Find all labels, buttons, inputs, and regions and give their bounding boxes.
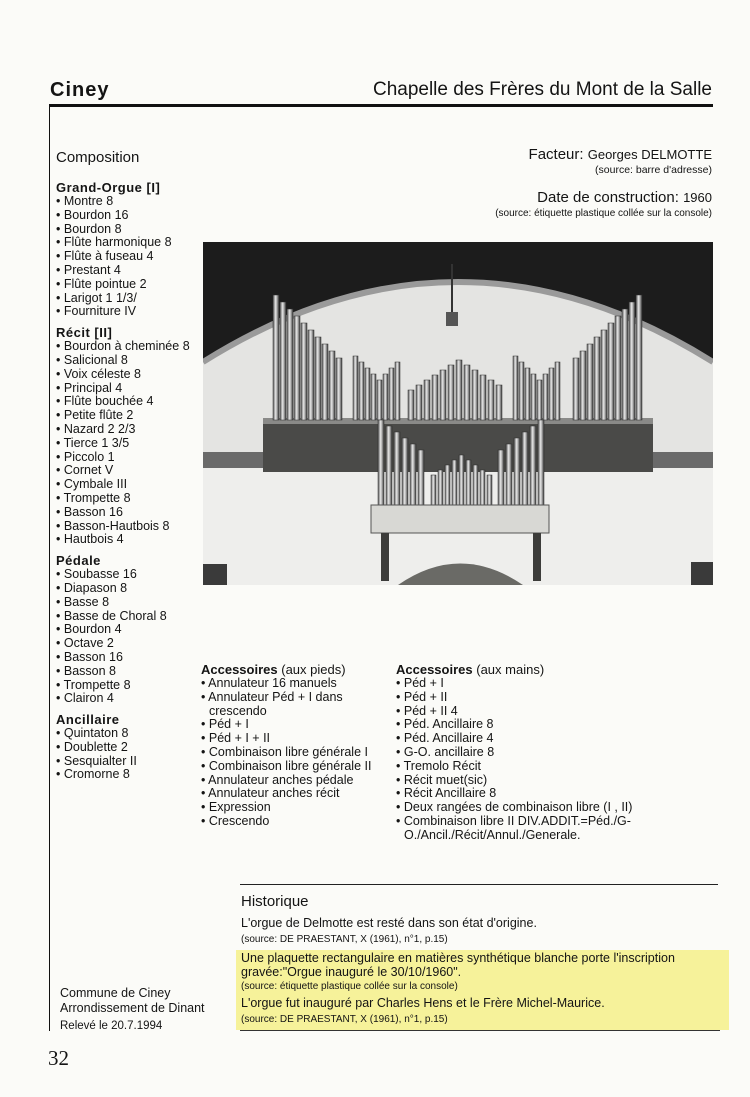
builder-source: (source: barre d'adresse) xyxy=(595,164,712,176)
accessory-item: • Péd. Ancillaire 4 xyxy=(396,732,666,746)
left-margin-rule xyxy=(49,106,50,1031)
stop-item: • Flûte pointue 2 xyxy=(56,278,196,292)
accessories-hands-heading xyxy=(396,662,666,677)
stop-item: • Piccolo 1 xyxy=(56,451,196,465)
header-rule xyxy=(49,104,713,107)
accessory-item: • G-O. ancillaire 8 xyxy=(396,746,666,760)
accessories-hands-list xyxy=(396,677,666,843)
stop-item: • Nazard 2 2/3 xyxy=(56,423,196,437)
manual-heading: Pédale xyxy=(56,553,101,569)
stop-item: • Bourdon 4 xyxy=(56,623,196,637)
survey-date: Relevé le 20.7.1994 xyxy=(60,1020,163,1032)
builder-line xyxy=(529,146,712,163)
accessories-feet-list xyxy=(201,677,391,829)
stop-item: • Basse de Choral 8 xyxy=(56,610,196,624)
accessory-item: • Annulateur Péd + I dans crescendo xyxy=(201,691,391,719)
accessories-hands-qualifier: (aux mains) xyxy=(476,662,545,677)
accessory-item: • Deux rangées de combinaison libre (I , II) xyxy=(396,801,666,815)
manual-heading: Grand-Orgue [I] xyxy=(56,180,161,195)
stop-item: • Bourdon 16 xyxy=(56,209,196,223)
stop-item: • Larigot 1 1/3/ xyxy=(56,292,196,306)
historique-paragraph-1: L'orgue de Delmotte est resté dans son état d'origine. xyxy=(241,916,537,930)
stop-item: • Trompette 8 xyxy=(56,679,196,693)
stop-item: • Bourdon à cheminée 8 xyxy=(56,340,196,354)
accessory-item: • Tremolo Récit xyxy=(396,760,666,774)
manual-heading: Ancillaire xyxy=(56,712,120,728)
historique-source-3: (source: DE PRAESTANT, X (1961), n°1, p.15) xyxy=(241,1014,448,1025)
stop-item: • Flûte bouchée 4 xyxy=(56,395,196,409)
stop-item: • Bourdon 8 xyxy=(56,223,196,237)
stop-list xyxy=(56,195,196,319)
historique-paragraph-3: L'orgue fut inauguré par Charles Hens et le Frère Michel-Maurice. xyxy=(241,996,605,1010)
stop-item: • Voix céleste 8 xyxy=(56,368,196,382)
accessory-item: • Annulateur anches récit xyxy=(201,787,391,801)
stop-item: • Basson 16 xyxy=(56,506,196,520)
stop-item: • Cromorne 8 xyxy=(56,768,196,782)
accessory-item: • Péd + I xyxy=(201,718,391,732)
accessory-item: • Expression xyxy=(201,801,391,815)
accessory-item: • Combinaison libre générale I xyxy=(201,746,391,760)
stop-item: • Basson 16 xyxy=(56,651,196,665)
historique-paragraph-2: Une plaquette rectangulaire en matières synthétique blanche porte l'inscription gravée:"Orgue inauguré le 30/10/1960". xyxy=(241,951,675,979)
stop-item: • Prestant 4 xyxy=(56,264,196,278)
stop-item: • Montre 8 xyxy=(56,195,196,209)
stops-column xyxy=(56,180,196,788)
stop-item: • Sesquialter II xyxy=(56,755,196,769)
stop-item: • Basson-Hautbois 8 xyxy=(56,520,196,534)
place-title: Chapelle des Frères du Mont de la Salle xyxy=(372,79,712,100)
stop-item: • Octave 2 xyxy=(56,637,196,651)
town-title: Ciney xyxy=(50,79,110,101)
accessory-item: • Crescendo xyxy=(201,815,391,829)
stop-item: • Cymbale III xyxy=(56,478,196,492)
accessory-item: • Péd + II xyxy=(396,691,666,705)
stop-item: • Tierce 1 3/5 xyxy=(56,437,196,451)
accessories-feet xyxy=(201,662,391,835)
stop-item: • Quintaton 8 xyxy=(56,727,196,741)
builder-name: Georges DELMOTTE xyxy=(587,147,712,162)
stop-item: • Soubasse 16 xyxy=(56,568,196,582)
accessories-feet-title: Accessoires xyxy=(201,662,278,677)
stop-list xyxy=(56,727,196,782)
manual-heading: Récit [II] xyxy=(56,325,113,341)
construction-year: 1960 xyxy=(683,190,712,205)
accessory-item: • Récit Ancillaire 8 xyxy=(396,787,666,801)
accessory-item: • Combinaison libre générale II xyxy=(201,760,391,774)
accessory-item: • Récit muet(sic) xyxy=(396,774,666,788)
accessories-hands-title: Accessoires xyxy=(396,662,473,677)
accessory-item: • Combinaison libre II DIV.ADDIT.=Péd./G-O./Ancil./Récit/Annul./Generale. xyxy=(396,815,666,843)
stop-item: • Cornet V xyxy=(56,464,196,478)
accessories-hands xyxy=(396,662,666,849)
stop-list xyxy=(56,568,196,706)
stop-item: • Flûte harmonique 8 xyxy=(56,236,196,250)
stop-item: • Flûte à fuseau 4 xyxy=(56,250,196,264)
organ-photo xyxy=(203,242,713,585)
builder-label: Facteur: xyxy=(528,146,584,163)
stop-list xyxy=(56,340,196,547)
stop-item: • Clairon 4 xyxy=(56,692,196,706)
accessory-item: • Annulateur 16 manuels xyxy=(201,677,391,691)
stop-item: • Petite flûte 2 xyxy=(56,409,196,423)
historique-source-1: (source: DE PRAESTANT, X (1961), n°1, p.15) xyxy=(241,934,448,945)
accessory-item: • Péd. Ancillaire 8 xyxy=(396,718,666,732)
accessories-feet-heading xyxy=(201,662,391,677)
composition-heading: Composition xyxy=(56,149,140,166)
stop-item: • Diapason 8 xyxy=(56,582,196,596)
historique-rule xyxy=(240,884,718,885)
stop-item: • Principal 4 xyxy=(56,382,196,396)
historique-bottom-rule xyxy=(240,1030,720,1031)
historique-source-2: (source: étiquette plastique collée sur la console) xyxy=(241,981,458,992)
page-number: 32 xyxy=(48,1046,69,1070)
stop-item: • Basse 8 xyxy=(56,596,196,610)
accessory-item: • Péd + I xyxy=(396,677,666,691)
stop-item: • Hautbois 4 xyxy=(56,533,196,547)
construction-date-line xyxy=(537,189,712,206)
accessory-item: • Péd + I + II xyxy=(201,732,391,746)
stop-item: • Doublette 2 xyxy=(56,741,196,755)
accessory-item: • Péd + II 4 xyxy=(396,705,666,719)
arrondissement-name: Arrondissement de Dinant xyxy=(60,1001,205,1015)
stop-item: • Salicional 8 xyxy=(56,354,196,368)
accessory-item: • Annulateur anches pédale xyxy=(201,774,391,788)
stop-item: • Basson 8 xyxy=(56,665,196,679)
commune-block xyxy=(60,986,205,1016)
stop-item: • Trompette 8 xyxy=(56,492,196,506)
commune-name: Commune de Ciney xyxy=(60,986,171,1000)
historique-heading: Historique xyxy=(241,893,309,910)
construction-label: Date de construction: xyxy=(537,189,679,206)
stop-item: • Fourniture IV xyxy=(56,305,196,319)
accessories-feet-qualifier: (aux pieds) xyxy=(281,662,346,677)
construction-source: (source: étiquette plastique collée sur la console) xyxy=(495,208,712,219)
